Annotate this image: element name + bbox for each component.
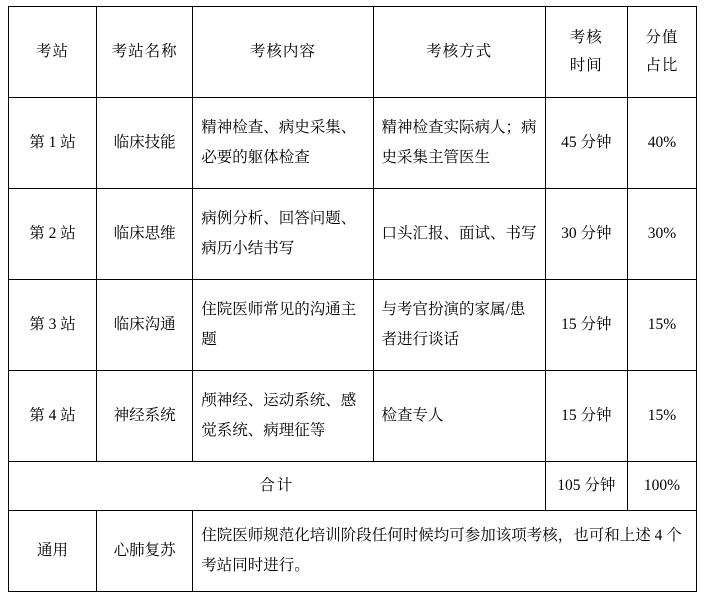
header-row (9, 7, 697, 98)
header-score (627, 7, 696, 98)
cell-score: 15% (627, 371, 696, 462)
header-station: 考站 (9, 7, 97, 98)
cell-station-name: 临床沟通 (97, 280, 193, 371)
cell-total-label: 合计 (9, 462, 546, 511)
cell-content: 精神检查、病史采集、必要的躯体检查 (193, 98, 373, 189)
cell-score: 30% (627, 189, 696, 280)
header-score-line2: 占比 (645, 57, 679, 74)
cell-score: 15% (627, 280, 696, 371)
header-time (545, 7, 627, 98)
table-total-row (9, 462, 697, 511)
table-body (9, 98, 697, 592)
cell-method: 精神检查实际病人；病史采集主管医生 (373, 98, 545, 189)
header-method: 考核方式 (373, 7, 545, 98)
cell-station: 第 2 站 (9, 189, 97, 280)
cell-station-name: 神经系统 (97, 371, 193, 462)
table-row (9, 280, 697, 371)
cell-score: 40% (627, 98, 696, 189)
cell-general-station-name: 心肺复苏 (97, 511, 193, 592)
cell-station: 第 4 站 (9, 371, 97, 462)
table-row (9, 189, 697, 280)
cell-station-name: 临床技能 (97, 98, 193, 189)
cell-content: 病例分析、回答问题、病历小结书写 (193, 189, 373, 280)
cell-content: 颅神经、运动系统、感觉系统、病理征等 (193, 371, 373, 462)
header-content: 考核内容 (193, 7, 373, 98)
table-header (9, 7, 697, 98)
cell-time: 45 分钟 (545, 98, 627, 189)
table-general-row (9, 511, 697, 592)
table-row (9, 98, 697, 189)
cell-time: 15 分钟 (545, 371, 627, 462)
table-row (9, 371, 697, 462)
cell-general-text: 住院医师规范化培训阶段任何时候均可参加该项考核，也可和上述 4 个考站同时进行。 (193, 511, 697, 592)
header-score-line1: 分值 (645, 29, 679, 46)
exam-stations-table (8, 6, 697, 592)
header-time-line2: 时间 (569, 57, 603, 74)
cell-station-name: 临床思维 (97, 189, 193, 280)
cell-station: 第 3 站 (9, 280, 97, 371)
cell-total-time: 105 分钟 (545, 462, 627, 511)
cell-time: 15 分钟 (545, 280, 627, 371)
cell-method: 口头汇报、面试、书写 (373, 189, 545, 280)
cell-method: 检查专人 (373, 371, 545, 462)
cell-station: 第 1 站 (9, 98, 97, 189)
cell-time: 30 分钟 (545, 189, 627, 280)
header-station-name: 考站名称 (97, 7, 193, 98)
cell-general-station: 通用 (9, 511, 97, 592)
cell-method: 与考官扮演的家属/患者进行谈话 (373, 280, 545, 371)
cell-content: 住院医师常见的沟通主题 (193, 280, 373, 371)
cell-total-score: 100% (627, 462, 696, 511)
header-time-line1: 考核 (569, 29, 603, 46)
